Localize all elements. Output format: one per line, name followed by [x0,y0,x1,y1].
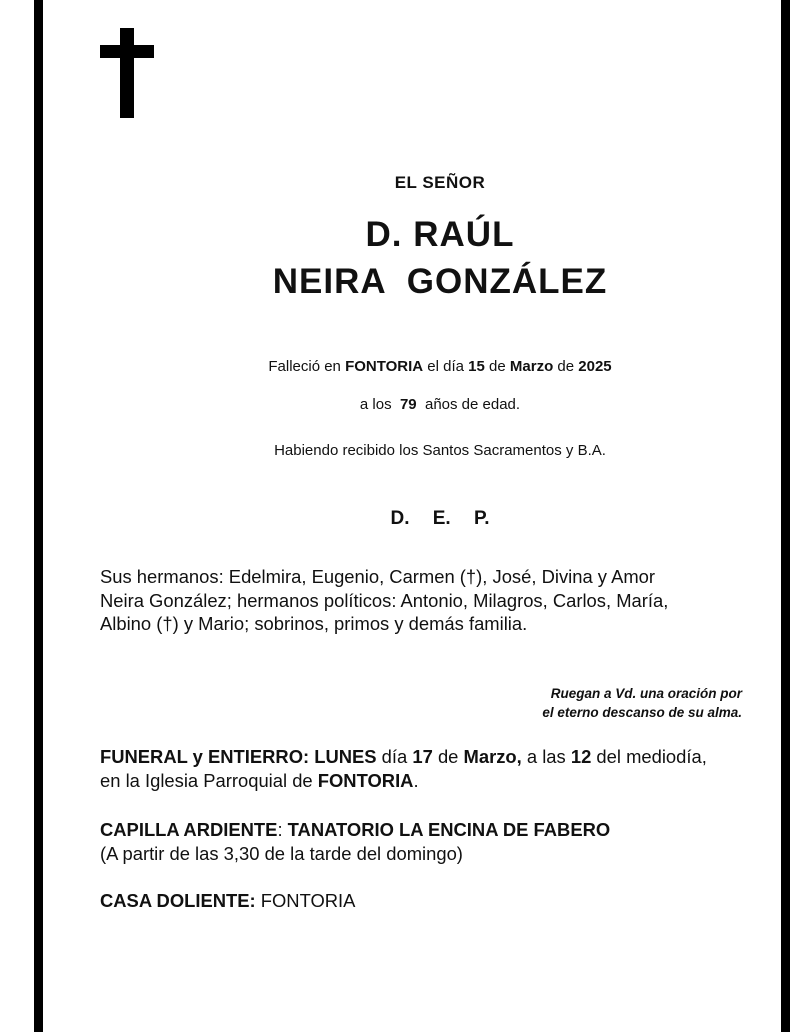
capilla-info: CAPILLA ARDIENTE: TANATORIO LA ENCINA DE FABERO (A partir de las 3,30 de la tarde del domingo) [100,819,611,864]
family-line: Albino (†) y Mario; sobrinos, primos y demás familia. [100,613,528,634]
deceased-name-line1: D. RAÚL [365,215,515,254]
deceased-name-line2: NEIRA GONZÁLEZ [272,262,608,301]
casa-label: CASA DOLIENTE: [100,890,256,911]
family-line: Neira González; hermanos políticos: Antonio, Milagros, Carlos, María, [100,589,669,611]
title-el-senor: EL SEÑOR [394,173,486,192]
capilla-label: CAPILLA ARDIENTE [100,819,278,840]
death-month: Marzo [509,358,554,375]
age-line: a los 79 años de edad. [359,396,521,413]
funeral-place: FONTORIA [317,770,414,791]
funeral-info: FUNERAL y ENTIERRO: LUNES día 17 de Marzo, a las 12 del mediodía, en la Iglesia Parroquial de FONTORIA. [100,746,707,791]
age-value: 79 [399,396,417,413]
death-place: FONTORIA [345,358,424,375]
death-day: 15 [468,358,485,375]
capilla-place: TANATORIO LA ENCINA DE FABERO [287,819,611,840]
family-paragraph [100,565,744,636]
funeral-label: FUNERAL y ENTIERRO: LUNES [100,746,377,767]
family-line: Sus hermanos: Edelmira, Eugenio, Carmen (†), José, Divina y Amor [100,566,656,587]
sacraments-line: Habiendo recibido los Santos Sacramentos y B.A. [274,442,606,459]
cross-icon [100,28,155,120]
dep-heading: D. E. P. [390,508,490,529]
death-details: Falleció en FONTORIA el día 15 de Marzo de 2025 [268,358,612,375]
casa-doliente-info: CASA DOLIENTE: FONTORIA [100,890,356,911]
death-year: 2025 [578,358,612,375]
capilla-note: (A partir de las 3,30 de la tarde del domingo) [100,843,463,864]
prayer-request: Ruegan a Vd. una oración por el eterno descanso de su alma. [542,686,742,720]
